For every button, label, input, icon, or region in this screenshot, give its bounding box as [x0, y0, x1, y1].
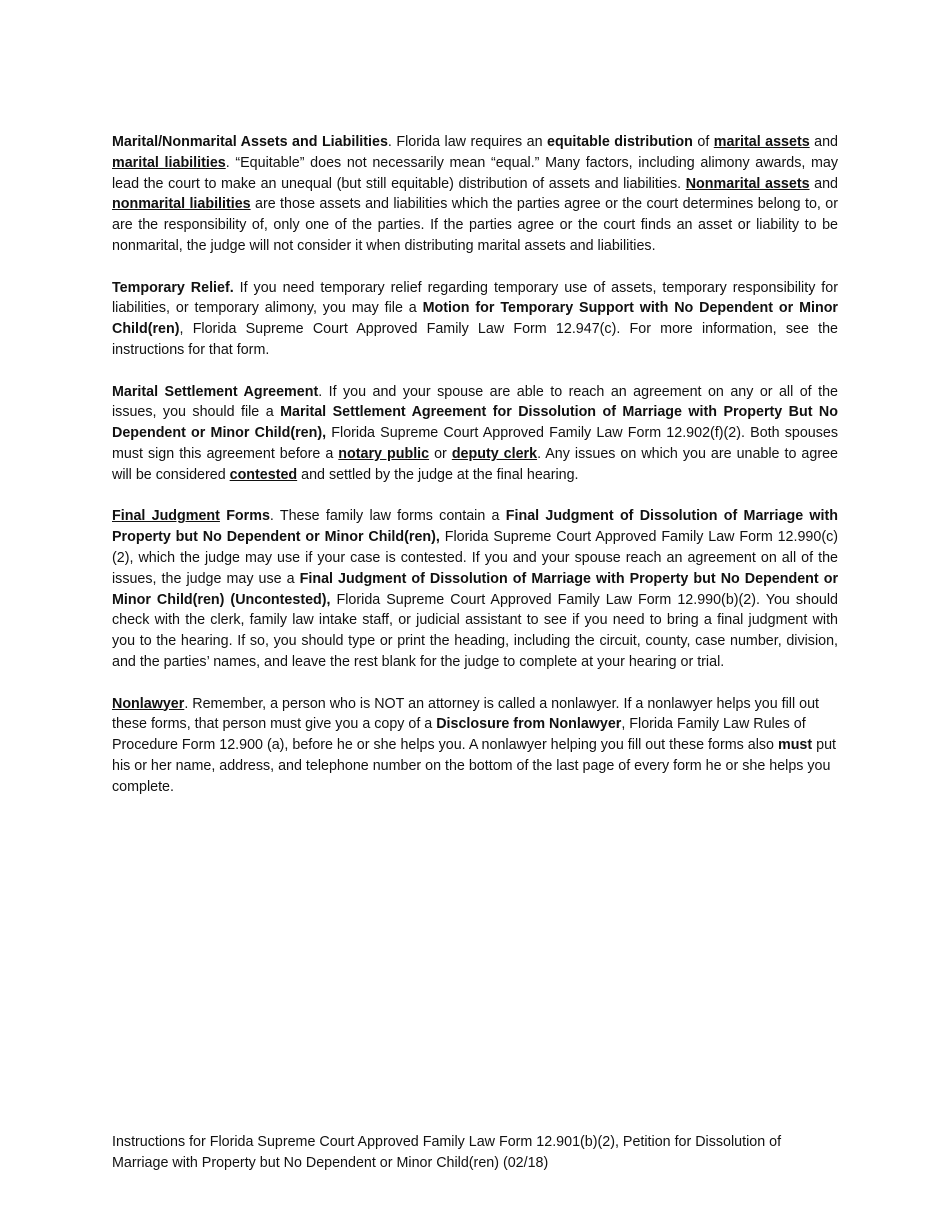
- document-body: [112, 132, 838, 818]
- form-title: Marital Settlement Agreement for Dissolution of Marriage with Property But No Dependent or Minor Child(ren),: [112, 404, 838, 442]
- section-nonlawyer: Nonlawyer. Remember, a person who is NOT an attorney is called a nonlawyer. If a nonlawyer helps you fill out these forms, that person must give you a copy of a Disclosure from Nonlawyer, Florida Family Law Rules of Procedure Form 12.900 (a), before he or she helps you. A nonlawyer helping you fill out these forms also must put his or her name, address, and telephone number on the bottom of the last page of every form he or she helps you complete.: [112, 695, 837, 795]
- form-title: Final Judgment of Dissolution of Marriage with Property but No Dependent or Minor Child(ren),: [112, 508, 838, 546]
- term-notary-public: notary public: [338, 445, 430, 462]
- section-heading: Final Judgment: [112, 508, 220, 525]
- section-final-judgment: Final Judgment Forms. These family law forms contain a Final Judgment of Dissolution of Marriage with Property but No Dependent or Minor Child(ren), Florida Supreme Court Approved Family Law Form 12.990(c)(2), which the judge may use if your case is contested. If you and your spouse reach an agreement on all of the issues, the judge may use a Final Judgment of Dissolution of Marriage with Property but No Dependent or Minor Child(ren) (Uncontested), Florida Supreme Court Approved Family Law Form 12.990(b)(2). You should check with the clerk, family law intake staff, or judicial assistant to see if you need to bring a final judgment with you to the hearing. If so, you should type or print the heading, including the circuit, county, case number, division, and the parties’ names, and leave the rest blank for the judge to complete at your hearing or trial.: [112, 508, 839, 670]
- page-footer: Instructions for Florida Supreme Court Approved Family Law Form 12.901(b)(2), Petition for Dissolution of Marriage with Property but No Dependent or Minor Child(ren) (02/18): [112, 1134, 782, 1171]
- section-temporary-relief: Temporary Relief. If you need temporary relief regarding temporary use of assets, temporary responsibility for liabilities, or temporary alimony, you may file a Motion for Temporary Support with No Dependent or Minor Child(ren), Florida Supreme Court Approved Family Law Form 12.947(c). For more information, see the instructions for that form.: [112, 279, 838, 358]
- term-contested: contested: [229, 466, 298, 483]
- form-title: Motion for Temporary Support with No Dependent or Minor Child(ren): [112, 300, 838, 338]
- form-title: Final Judgment of Dissolution of Marriage with Property but No Dependent or Minor Child(ren) (Uncontested),: [112, 570, 839, 608]
- form-title: Disclosure from Nonlawyer: [436, 716, 622, 733]
- term-nonmarital-liabilities: nonmarital liabilities: [112, 196, 251, 213]
- term-deputy-clerk: deputy clerk: [451, 445, 538, 462]
- section-marital-assets: Marital/Nonmarital Assets and Liabilities. Florida law requires an equitable distribution of marital assets and marital liabilities. “Equitable” does not necessarily mean “equal.” Many factors, including alimony awards, may lead the court to make an unequal (but still equitable) distribution of assets and liabilities. Nonmarital assets and nonmarital liabilities are those assets and liabilities which the parties agree or the court determines belong to, or are the responsibility of, only one of the parties. If the parties agree or the court finds an asset or liability to be nonmarital, the judge will not consider it when distributing marital assets and liabilities.: [112, 134, 839, 254]
- section-heading: Marital/Nonmarital Assets and Liabilities: [112, 134, 388, 150]
- term-nonmarital-assets: Nonmarital assets: [685, 175, 810, 192]
- section-heading: Marital Settlement Agreement: [112, 383, 319, 400]
- section-settlement-agreement: Marital Settlement Agreement. If you and your spouse are able to reach an agreement on any or all of the issues, you should file a Marital Settlement Agreement for Dissolution of Marriage with Property But No Dependent or Minor Child(ren), Florida Supreme Court Approved Family Law Form 12.902(f)(2). Both spouses must sign this agreement before a notary public or deputy clerk. Any issues on which you are unable to agree will be considered contested and settled by the judge at the final hearing.: [112, 383, 839, 483]
- section-heading: Nonlawyer: [112, 695, 185, 712]
- term-marital-assets: marital assets: [713, 134, 810, 150]
- section-heading: Temporary Relief.: [112, 279, 234, 296]
- term-marital-liabilities: marital liabilities: [112, 154, 226, 171]
